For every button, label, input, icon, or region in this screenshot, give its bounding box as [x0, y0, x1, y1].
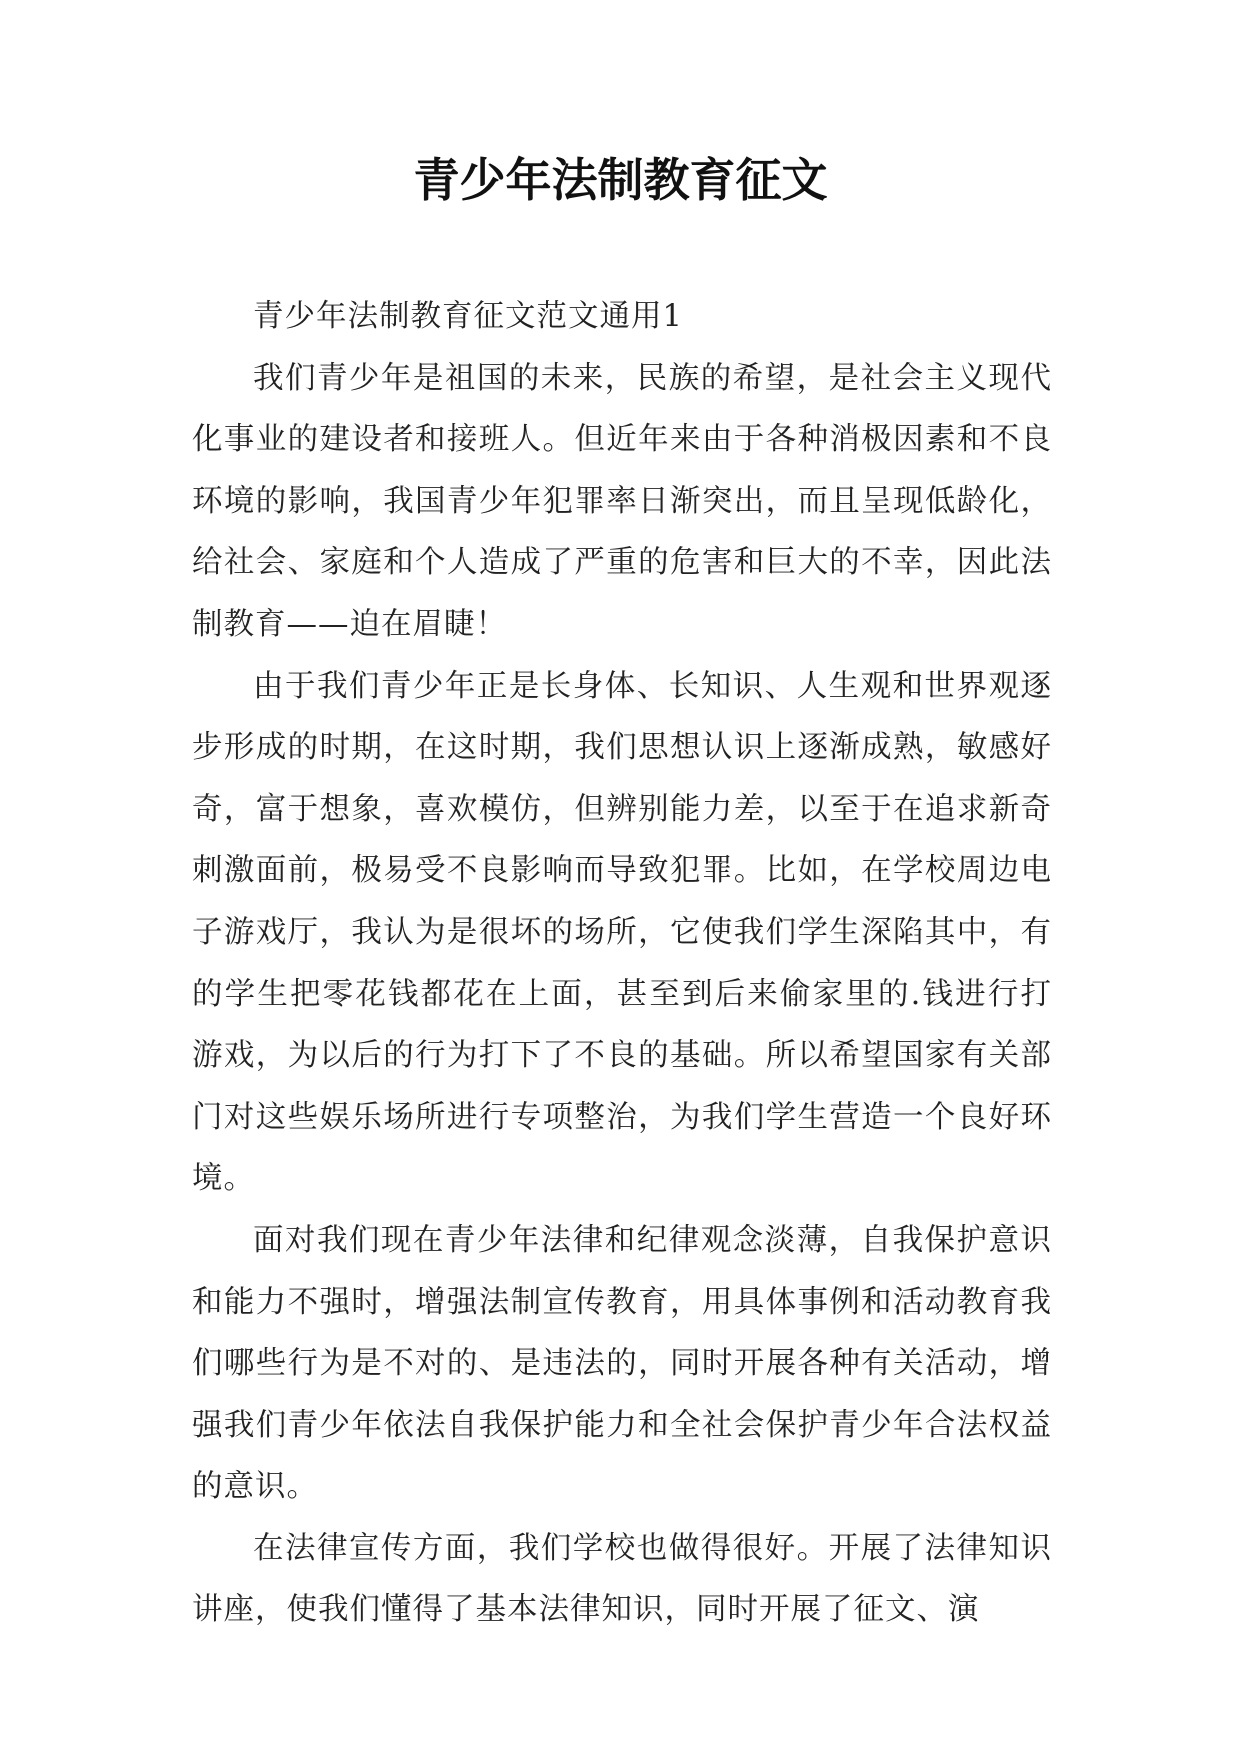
document-title: 青少年法制教育征文	[413, 153, 828, 207]
body-paragraph: 在法律宣传方面，我们学校也做得很好。开展了法律知识讲座，使我们懂得了基本法律知识，同时开展了征文、演	[192, 1530, 1052, 1628]
document-body	[192, 286, 1052, 1641]
body-paragraph: 由于我们青少年正是长身体、长知识、人生观和世界观逐步形成的时期，在这时期，我们思想认识上逐渐成熟，敏感好奇，富于想象，喜欢模仿，但辨别能力差，以至于在追求新奇刺激面前，极易受不良影响而导致犯罪。比如，在学校周边电子游戏厅，我认为是很坏的场所，它使我们学生深陷其中，有的学生把零花钱都花在上面，甚至到后来偷家里的.钱进行打游戏，为以后的行为打下了不良的基础。所以希望国家有关部门对这些娱乐场所进行专项整治，为我们学生营造一个良好环境。	[192, 668, 1052, 1197]
subtitle-paragraph: 青少年法制教育征文范文通用1	[253, 299, 683, 334]
body-paragraph: 面对我们现在青少年法律和纪律观念淡薄，自我保护意识和能力不强时，增强法制宣传教育，用具体事例和活动教育我们哪些行为是不对的、是违法的，同时开展各种有关活动，增强我们青少年依法自我保护能力和全社会保护青少年合法权益的意识。	[192, 1222, 1052, 1505]
body-paragraph: 我们青少年是祖国的未来，民族的希望，是社会主义现代化事业的建设者和接班人。但近年来由于各种消极因素和不良环境的影响，我国青少年犯罪率日渐突出，而且呈现低龄化，给社会、家庭和个人造成了严重的危害和巨大的不幸，因此法制教育——迫在眉睫！	[192, 360, 1052, 642]
